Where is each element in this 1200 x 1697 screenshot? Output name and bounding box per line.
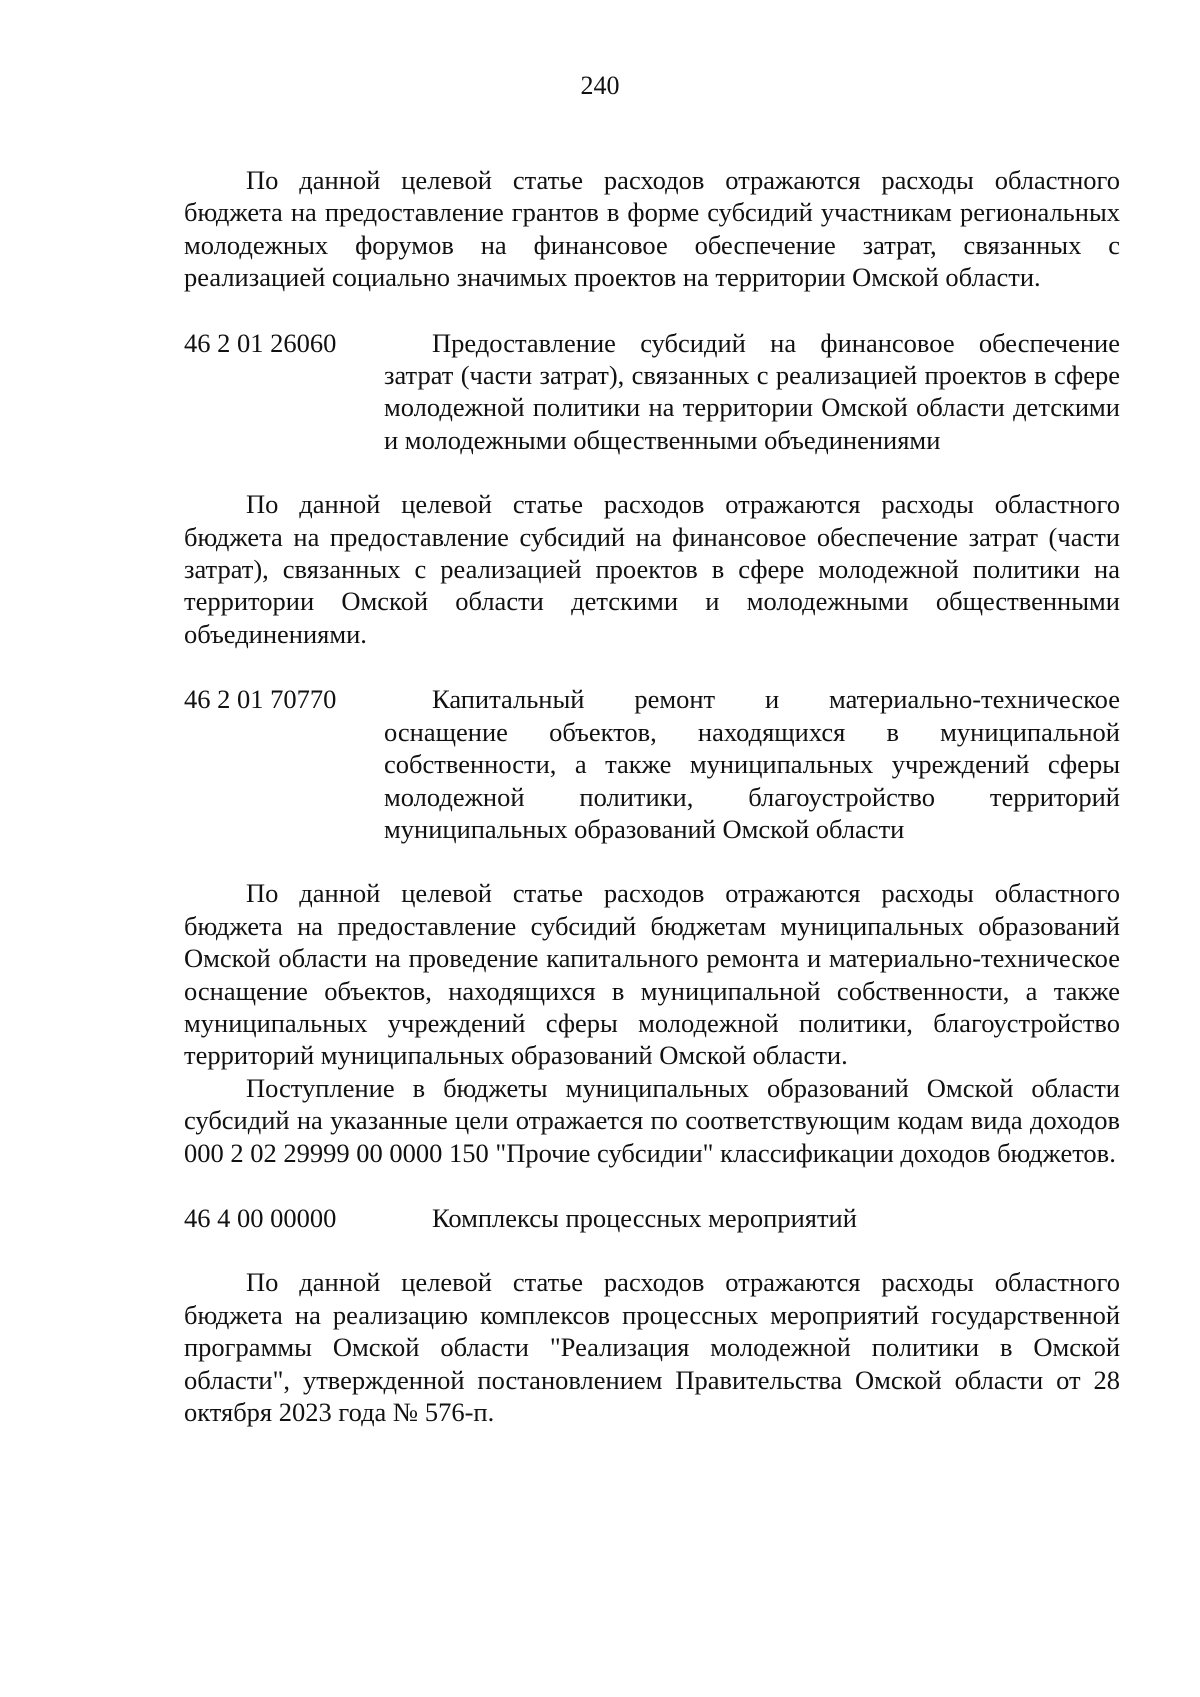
paragraph-income-codes: Поступление в бюджеты муниципальных образований Омской области субсидий на указанные цели отражается по соответствующим кодам вида доходов 000 2 02 29999 00 0000 150 "Прочие субсидии" классификации доходов бюджетов. <box>184 1072 1120 1168</box>
paragraph-process-activities: По данной целевой статье расходов отражаются расходы областного бюджета на реализацию комплексов процессных мероприятий государственной программы Омской области "Реализация молодежной политики в Омской области", утвержденной постановлением Правительства Омской области от 28 октября 2023 года № 576-п. <box>184 1267 1120 1427</box>
paragraph-youth-associations: По данной целевой статье расходов отражаются расходы областного бюджета на предоставление субсидий на финансовое обеспечение затрат (части затрат), связанных с реализацией проектов в сфере молодежной политики на территории Омской области детскими и молодежными общественными объединениями. <box>184 489 1120 649</box>
budget-item-title: Предоставление субсидий на финансовое обеспечение затрат (части затрат), связанных с реализацией проектов в сфере молодежной политики на территории Омской области детскими и молодежными общественными объединениями <box>384 327 1120 455</box>
paragraph-grants: По данной целевой статье расходов отражаются расходы областного бюджета на предоставление грантов в форме субсидий участникам региональных молодежных форумов на финансовое обеспечение затрат, связанных с реализацией социально значимых проектов на территории Омской области. <box>184 165 1120 293</box>
budget-item-26060 <box>184 327 1120 457</box>
budget-code: 46 4 00 00000 <box>184 1202 337 1233</box>
budget-code: 46 2 01 26060 <box>184 327 337 358</box>
paragraph-capital-repair: По данной целевой статье расходов отражаются расходы областного бюджета на предоставление субсидий бюджетам муниципальных образований Омской области на проведение капитального ремонта и материально-техническое оснащение объектов, находящихся в муниципальной собственности, а также муниципальных учреждений сферы молодежной политики, благоустройство территорий муниципальных образований Омской области. <box>184 878 1120 1071</box>
budget-item-title: Капитальный ремонт и материально-техническое оснащение объектов, находящихся в муниципальной собственности, а также муниципальных учреждений сферы молодежной политики, благоустройство территорий муниципальных образований Омской области <box>384 684 1120 844</box>
budget-item-70770 <box>184 683 1120 845</box>
page-number: 240 <box>580 71 620 100</box>
budget-item-title: Комплексы процессных мероприятий <box>432 1202 857 1233</box>
budget-code: 46 2 01 70770 <box>184 684 337 715</box>
document-body <box>184 164 1120 1428</box>
budget-item-00000 <box>184 1202 1120 1234</box>
